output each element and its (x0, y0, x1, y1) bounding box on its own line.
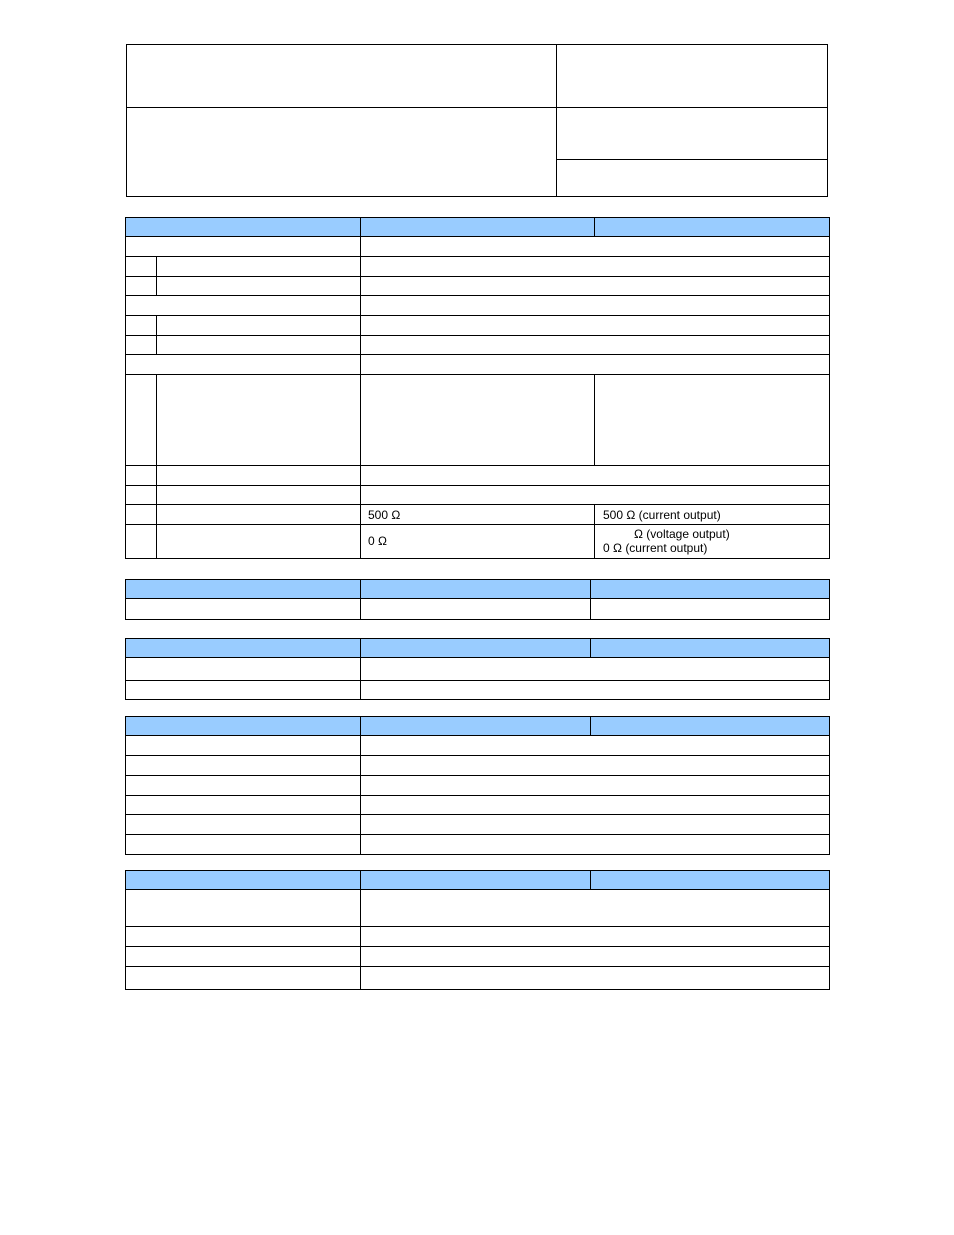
table-5 (125, 870, 830, 990)
spec-table (125, 217, 830, 559)
title-block-divider-v (556, 44, 557, 197)
spec-table-header (126, 218, 829, 237)
title-block-divider-h (126, 107, 828, 108)
table-4-header (126, 717, 829, 736)
load-resistance-voltage-col1: 0 Ω (368, 534, 387, 548)
table-3-header (126, 639, 829, 658)
title-block-divider-h2 (556, 159, 828, 160)
load-resistance-voltage-col2-line1: Ω (voltage output) (634, 527, 730, 541)
table-5-header (126, 871, 829, 890)
table-4 (125, 716, 830, 855)
table-2 (125, 579, 830, 620)
table-2-header (126, 580, 829, 599)
title-block (126, 44, 828, 197)
table-3 (125, 638, 830, 700)
load-resistance-voltage-col2-line2: 0 Ω (current output) (603, 541, 708, 555)
load-resistance-current-col2: 500 Ω (current output) (603, 508, 721, 522)
load-resistance-current-col1: 500 Ω (368, 508, 401, 522)
